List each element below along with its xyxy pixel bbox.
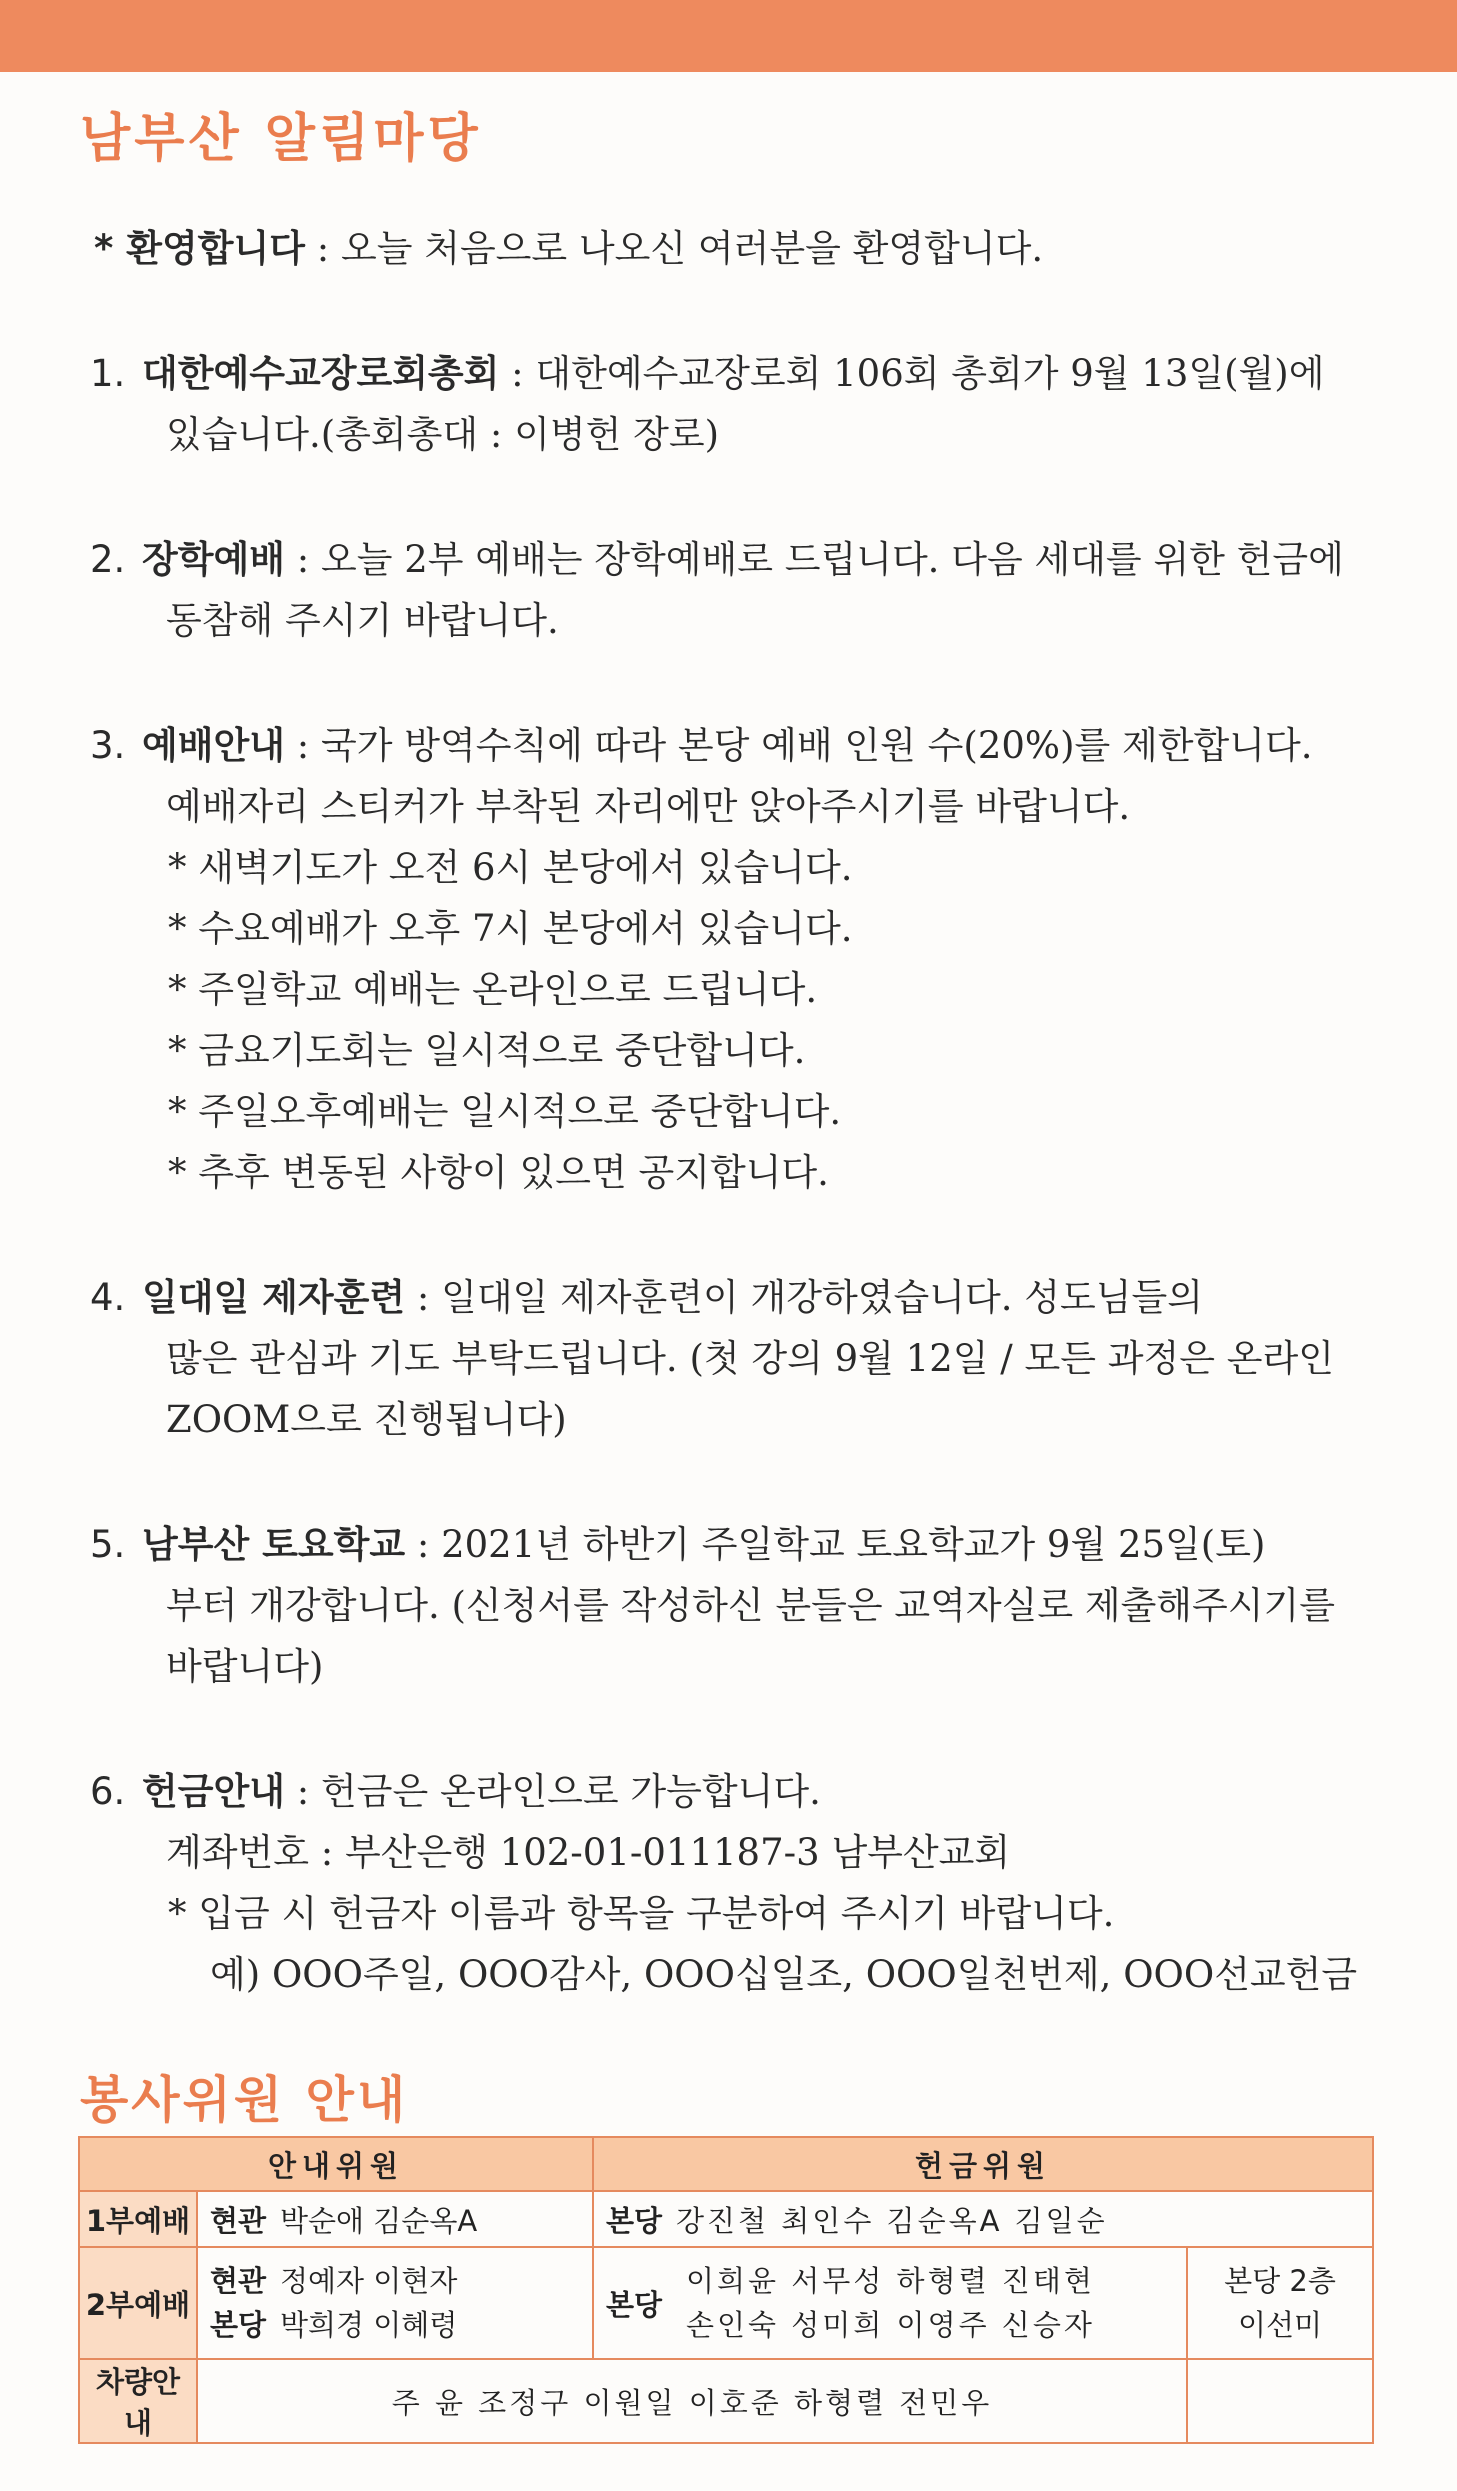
welcome-line bbox=[90, 218, 1380, 279]
welcome-sep: : bbox=[304, 227, 341, 270]
item-sep: : bbox=[284, 724, 321, 767]
notice-item-3 bbox=[90, 715, 1380, 1203]
item-text: 2021년 하반기 주일학교 토요학교가 9월 25일(토) bbox=[441, 1523, 1266, 1566]
item-first-line bbox=[90, 715, 1380, 776]
item-line: ZOOM으로 진행됩니다) bbox=[166, 1398, 567, 1441]
offering-names: 이희윤 서무성 하형렬 진태현 bbox=[686, 2264, 1095, 2298]
item-number: 6. bbox=[90, 1770, 126, 1813]
welcome-label: * 환영합니다 bbox=[94, 227, 305, 270]
item-sub-line: * 추후 변동된 사항이 있으면 공지합니다. bbox=[168, 1151, 829, 1194]
item-sep: : bbox=[499, 352, 536, 395]
notice-item-5 bbox=[90, 1514, 1380, 1697]
guide-cell bbox=[197, 2247, 593, 2359]
item-example-line: 예) OOO주일, OOO감사, OOO십일조, OOO일천번제, OOO선교헌금 bbox=[210, 1953, 1358, 1996]
offering-cell bbox=[593, 2247, 1187, 2359]
item-sub-line: * 수요예배가 오후 7시 본당에서 있습니다. bbox=[168, 907, 853, 950]
item-line: 예배자리 스티커가 부착된 자리에만 앉아주시기를 바랍니다. bbox=[166, 785, 1131, 828]
table-row bbox=[79, 2191, 1373, 2247]
guide-names: 정예자 이현자 bbox=[280, 2264, 458, 2298]
item-number: 4. bbox=[90, 1276, 126, 1319]
item-title: 헌금안내 bbox=[142, 1770, 285, 1813]
extra-cell bbox=[1187, 2247, 1373, 2359]
top-color-bar bbox=[0, 0, 1457, 72]
guide-names: 박희경 이혜령 bbox=[280, 2308, 458, 2342]
notice-item-4 bbox=[90, 1267, 1380, 1450]
guide-cell bbox=[197, 2191, 593, 2247]
staff-section-title: 봉사위원 안내 bbox=[80, 2071, 409, 2129]
item-line: 많은 관심과 기도 부탁드립니다. (첫 강의 9월 12일 / 모든 과정은 온라인 bbox=[166, 1337, 1334, 1380]
offering-names: 강진철 최인수 김순옥A 김일순 bbox=[676, 2203, 1108, 2238]
item-number: 1. bbox=[90, 352, 126, 395]
item-first-line bbox=[90, 1267, 1380, 1328]
location-label: 본당 bbox=[210, 2308, 267, 2342]
item-sub-line: * 주일오후예배는 일시적으로 중단합니다. bbox=[168, 1090, 842, 1133]
notice-item-2 bbox=[90, 529, 1380, 651]
row-label: 차량안내 bbox=[79, 2359, 197, 2443]
item-sep: : bbox=[284, 1770, 321, 1813]
item-text: 오늘 2부 예배는 장학예배로 드립니다. 다음 세대를 위한 헌금에 bbox=[320, 538, 1344, 581]
table-row bbox=[79, 2247, 1373, 2359]
item-sub-line: * 새벽기도가 오전 6시 본당에서 있습니다. bbox=[168, 846, 853, 889]
item-text: 대한예수교장로회 106회 총회가 9월 13일(월)에 bbox=[535, 352, 1325, 395]
vehicle-names-text: 주 윤 조정구 이원일 이호준 하형렬 전민우 bbox=[391, 2385, 993, 2420]
item-title: 장학예배 bbox=[142, 538, 285, 581]
item-line: 바랍니다) bbox=[166, 1645, 324, 1688]
notice-list bbox=[90, 218, 1380, 2005]
vehicle-names bbox=[197, 2359, 1187, 2443]
empty-cell bbox=[1187, 2359, 1373, 2443]
item-sub-line: * 금요기도회는 일시적으로 중단합니다. bbox=[168, 1029, 806, 1072]
offering-cell bbox=[593, 2191, 1373, 2247]
header-offering: 헌금위원 bbox=[593, 2137, 1373, 2191]
item-number: 2. bbox=[90, 538, 126, 581]
row-label: 1부예배 bbox=[79, 2191, 197, 2247]
location-label: 본당 bbox=[606, 2287, 663, 2322]
item-first-line bbox=[90, 343, 1380, 404]
extra-location: 본당 2층 bbox=[1224, 2264, 1336, 2298]
item-first-line bbox=[90, 529, 1380, 590]
notice-item-6 bbox=[90, 1761, 1380, 2005]
item-title: 일대일 제자훈련 bbox=[142, 1276, 406, 1319]
item-first-line bbox=[90, 1761, 1380, 1822]
item-text: 헌금은 온라인으로 가능합니다. bbox=[320, 1770, 821, 1813]
location-label: 현관 bbox=[210, 2203, 267, 2238]
item-first-line bbox=[90, 1514, 1380, 1575]
item-line: 부터 개강합니다. (신청서를 작성하신 분들은 교역자실로 제출해주시기를 bbox=[166, 1584, 1336, 1627]
item-title: 대한예수교장로회총회 bbox=[142, 352, 500, 395]
header-guide: 안내위원 bbox=[79, 2137, 593, 2191]
item-sep: : bbox=[405, 1276, 442, 1319]
item-text: 국가 방역수칙에 따라 본당 예배 인원 수(20%)를 제한합니다. bbox=[320, 724, 1313, 767]
location-label: 현관 bbox=[210, 2264, 267, 2298]
item-sub-line: * 입금 시 헌금자 이름과 항목을 구분하여 주시기 바랍니다. bbox=[168, 1892, 1115, 1935]
item-title: 남부산 토요학교 bbox=[142, 1523, 406, 1566]
table-row bbox=[79, 2359, 1373, 2443]
item-title: 예배안내 bbox=[142, 724, 285, 767]
notice-item-1 bbox=[90, 343, 1380, 465]
item-line: 있습니다.(총회총대 : 이병헌 장로) bbox=[166, 413, 720, 456]
item-line: 동참해 주시기 바랍니다. bbox=[166, 599, 559, 642]
location-label: 본당 bbox=[606, 2203, 663, 2238]
offering-names: 손인숙 성미희 이영주 신승자 bbox=[686, 2308, 1095, 2342]
item-sub-line: * 주일학교 예배는 온라인으로 드립니다. bbox=[168, 968, 818, 1011]
item-number: 3. bbox=[90, 724, 126, 767]
item-line: 계좌번호 : 부산은행 102-01-011187-3 남부산교회 bbox=[166, 1831, 1011, 1874]
staff-table bbox=[78, 2136, 1374, 2444]
item-number: 5. bbox=[90, 1523, 126, 1566]
extra-name: 이선미 bbox=[1237, 2308, 1323, 2342]
row-label: 2부예배 bbox=[79, 2247, 197, 2359]
welcome-text: 오늘 처음으로 나오신 여러분을 환영합니다. bbox=[340, 227, 1044, 270]
page-title: 남부산 알림마당 bbox=[80, 109, 482, 169]
guide-names: 박순애 김순옥A bbox=[280, 2203, 478, 2238]
item-text: 일대일 제자훈련이 개강하였습니다. 성도님들의 bbox=[441, 1276, 1203, 1319]
item-sep: : bbox=[405, 1523, 442, 1566]
item-sep: : bbox=[284, 538, 321, 581]
